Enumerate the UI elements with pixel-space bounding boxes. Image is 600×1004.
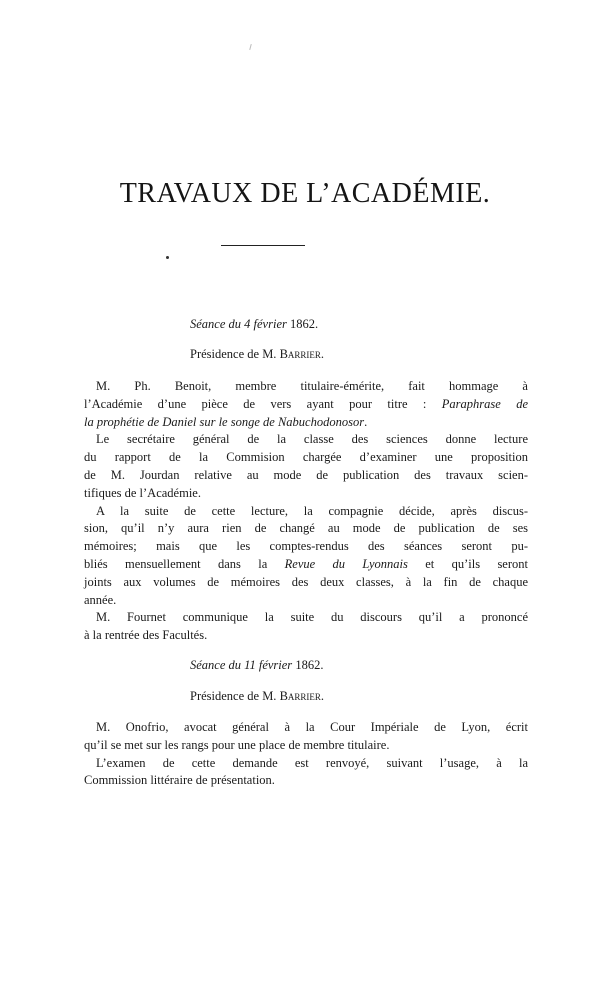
text-line: joints aux volumes de mémoires des deux classes, à la fin de chaque <box>84 574 528 589</box>
text-line: tifiques de l’Académie. <box>84 485 201 500</box>
text-line: du rapport de la Commision chargée d’examiner une proposition <box>84 450 528 465</box>
text-line: Commission littéraire de présentation. <box>84 773 275 788</box>
italic-title-part: la prophétie de Daniel sur le songe de Nabuchodonosor <box>84 414 365 429</box>
session-1-presidence <box>190 346 324 364</box>
text-line: de M. Jourdan relative au mode de publication des travaux scien- <box>84 467 528 482</box>
title-rule <box>221 245 305 246</box>
text-line: la prophétie de Daniel sur le songe de Nabuchodonosor. <box>84 414 368 429</box>
session-1-body <box>84 378 528 645</box>
page-title: TRAVAUX DE L’ACADÉMIE. <box>119 178 491 209</box>
italic-title-part: Paraphrase de <box>441 396 528 411</box>
text-line: A la suite de cette lecture, la compagnie décide, après discus- <box>96 503 528 518</box>
presidence-prefix: Présidence de M. <box>190 347 277 361</box>
text-line: M. Onofrio, avocat général à la Cour Impériale de Lyon, écrit <box>96 720 528 734</box>
italic-journal: Revue du Lyonnais <box>284 556 408 571</box>
presidence-prefix: Présidence de M. <box>190 689 277 703</box>
paragraph <box>84 755 528 791</box>
session-date-year: 1862. <box>289 317 319 331</box>
session-1-date <box>190 316 318 334</box>
paragraph <box>84 503 528 610</box>
text-line: à la rentrée des Facultés. <box>84 628 208 643</box>
text-line: l’Académie d’une pièce de vers ayant pour titre : Paraphrase de <box>84 396 528 411</box>
text-line: bliés mensuellement dans la Revue du Lyonnais et qu’ils seront <box>84 556 528 571</box>
paragraph <box>84 609 528 645</box>
paragraph <box>84 719 528 755</box>
session-2-body <box>84 719 528 790</box>
text-line: M. Ph. Benoit, membre titulaire-émérite, fait hommage à <box>96 379 528 393</box>
text-line: mémoires; mais que les comptes-rendus des séances seront pu- <box>84 539 528 554</box>
session-2-date <box>190 657 323 675</box>
presidence-name: Barrier. <box>279 347 325 361</box>
text-line: qu’il se met sur les rangs pour une place de membre titulaire. <box>84 737 390 752</box>
session-date-value: 4 février <box>244 317 287 331</box>
text-line: sion, qu’il n’y aura rien de changé au mode de publication de ses <box>84 521 528 536</box>
ink-dot <box>166 256 169 259</box>
session-2-presidence <box>190 688 324 706</box>
session-date-prefix: Séance du <box>190 317 242 331</box>
page-mark <box>249 44 252 50</box>
text-line: M. Fournet communique la suite du discours qu’il a prononcé <box>96 610 528 625</box>
paragraph <box>84 431 528 502</box>
session-date-year: 1862. <box>295 658 324 672</box>
text-line: Le secrétaire général de la classe des sciences donne lecture <box>96 432 528 447</box>
text-line: année. <box>84 592 117 607</box>
paragraph <box>84 378 528 431</box>
presidence-name: Barrier. <box>279 689 325 703</box>
text-line: L’examen de cette demande est renvoyé, suivant l’usage, à la <box>96 755 528 770</box>
session-date-prefix: Séance du <box>190 658 242 672</box>
session-date-value: 11 février <box>244 658 293 672</box>
